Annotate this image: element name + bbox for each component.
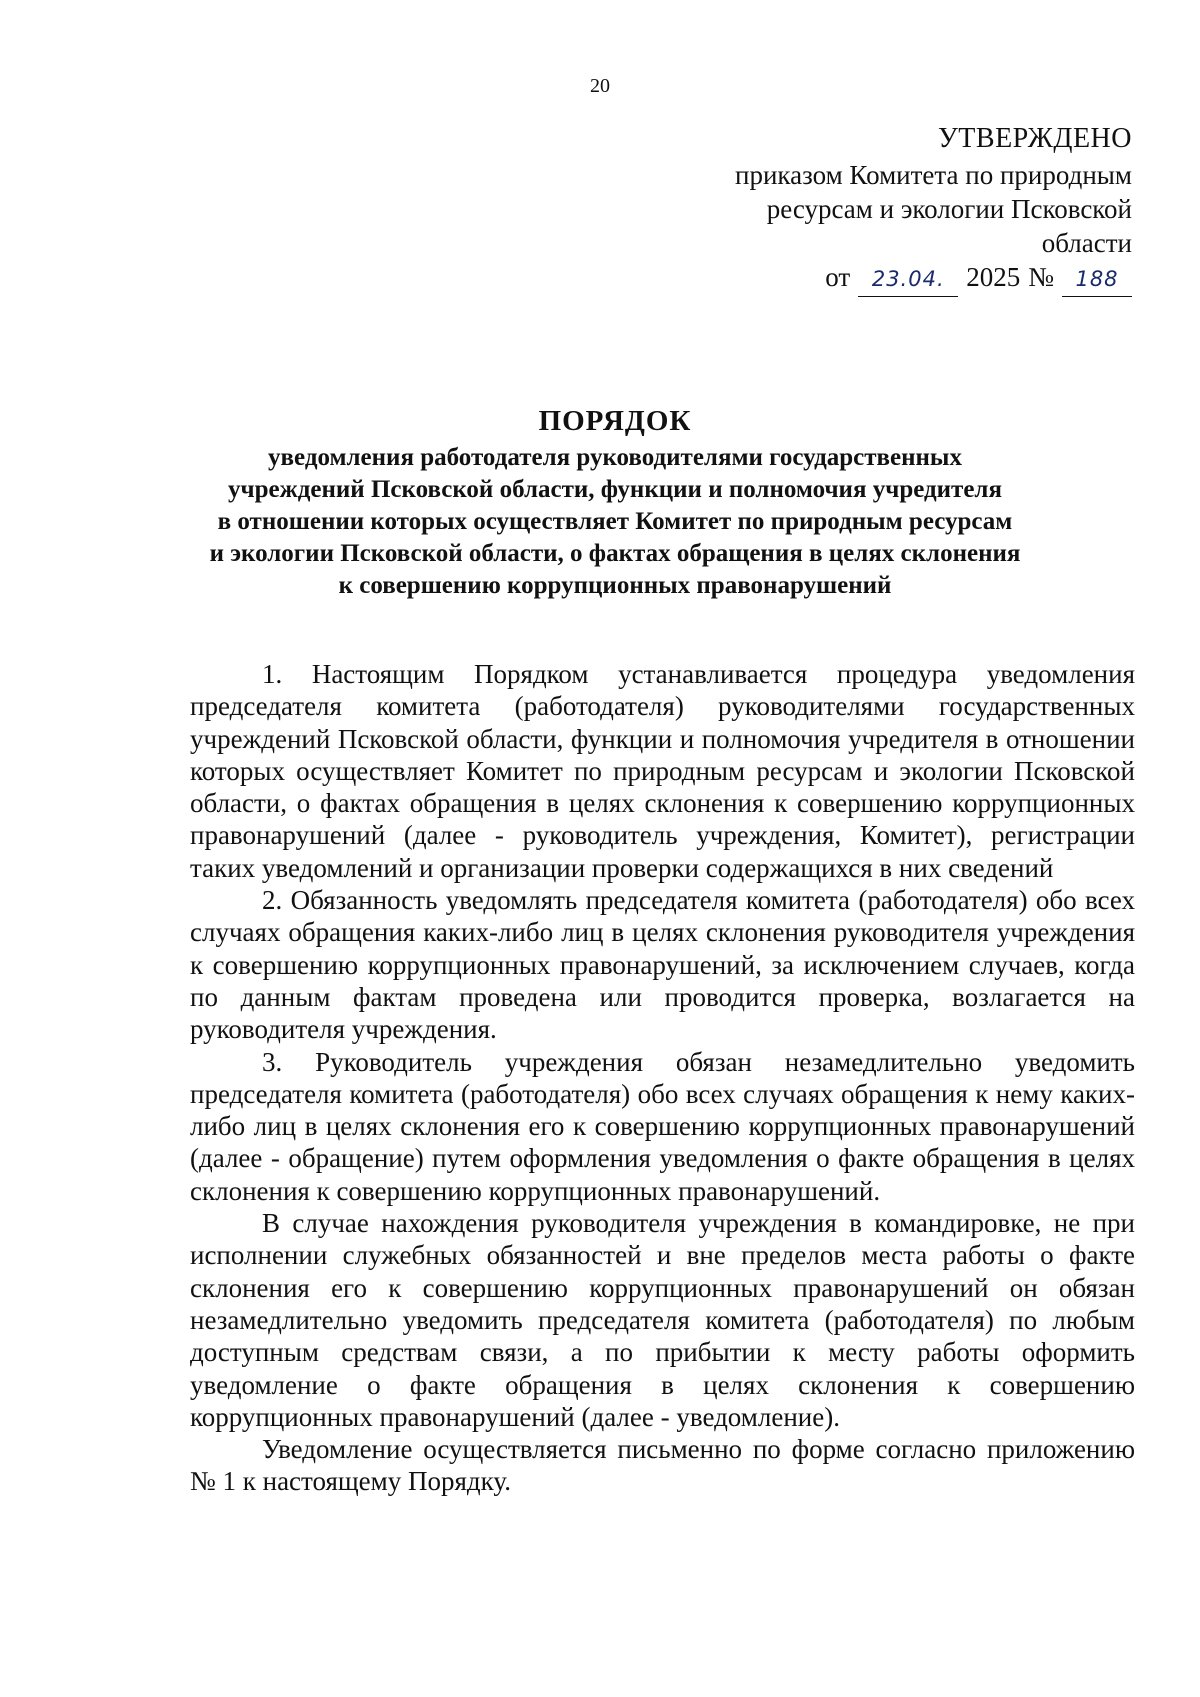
paragraph-5: Уведомление осуществляется письменно по форме согласно приложению № 1 к настоящему Порядку. <box>190 1434 1135 1497</box>
title-line-4: и экологии Псковской области, о фактах обращения в целях склонения <box>209 540 1021 567</box>
title-line-1: уведомления работодателя руководителями государственных <box>268 444 962 471</box>
approval-line-2: ресурсам и экологии Псковской <box>766 194 1132 224</box>
approval-line-1: приказом Комитета по природным <box>735 160 1132 190</box>
order-date-number-line <box>572 260 1132 297</box>
title-line-2: учреждений Псковской области, функции и полномочия учредителя <box>228 476 1002 503</box>
handwritten-order-date: 23.04. <box>858 262 958 297</box>
handwritten-order-number: 188 <box>1062 262 1132 297</box>
order-year: 2025 <box>966 262 1021 292</box>
order-number-label: № <box>1028 262 1054 292</box>
title-line-3: в отношении которых осуществляет Комитет по природным ресурсам <box>217 508 1013 535</box>
approved-title: УТВЕРЖДЕНО <box>937 123 1132 154</box>
paragraph-3: 3. Руководитель учреждения обязан незамедлительно уведомить председателя комитета (работодателя) обо всех случаях обращения к нему каких-либо лиц в целях склонения его к совершению коррупционных правонарушений (далее - обращение) путем оформления уведомления о факте обращения в целях склонения к совершению коррупционных правонарушений. <box>190 1046 1135 1206</box>
page-number: 20 <box>590 75 610 97</box>
document-body <box>190 658 1135 1498</box>
paragraph-1: 1. Настоящим Порядком устанавливается процедура уведомления председателя комитета (работодателя) руководителями государственных учреждений Псковской области, функции и полномочия учредителя в отношении которых осуществляет Комитет по природным ресурсам и экологии Псковской области, о фактах обращения в целях склонения к совершению коррупционных правонарушений (далее - руководитель учреждения, Комитет), регистрации таких уведомлений и организации проверки содержащихся в них сведений <box>190 659 1135 883</box>
approval-line-3: области <box>1041 228 1132 258</box>
document-title-block <box>150 405 1080 602</box>
paragraph-2: 2. Обязанность уведомлять председателя комитета (работодателя) обо всех случаях обращения каких-либо лиц в целях склонения руководителя учреждения к совершению коррупционных правонарушений, за исключением случаев, когда по данным фактам проведена или проводится проверка, возлагается на руководителя учреждения. <box>190 885 1135 1045</box>
approval-stamp-block <box>572 122 1132 297</box>
title-line-5: к совершению коррупционных правонарушений <box>338 572 892 599</box>
paragraph-4: В случае нахождения руководителя учреждения в командировке, не при исполнении служебных обязанностей и вне пределов места работы о факте склонения его к совершению коррупционных правонарушений он обязан незамедлительно уведомить председателя комитета (работодателя) по любым доступным средствам связи, а по прибытии к месту работы оформить уведомление о факте обращения в целях склонения к совершению коррупционных правонарушений (далее - уведомление). <box>190 1208 1135 1432</box>
order-prefix: от <box>825 262 851 292</box>
document-title: ПОРЯДОК <box>538 405 692 437</box>
